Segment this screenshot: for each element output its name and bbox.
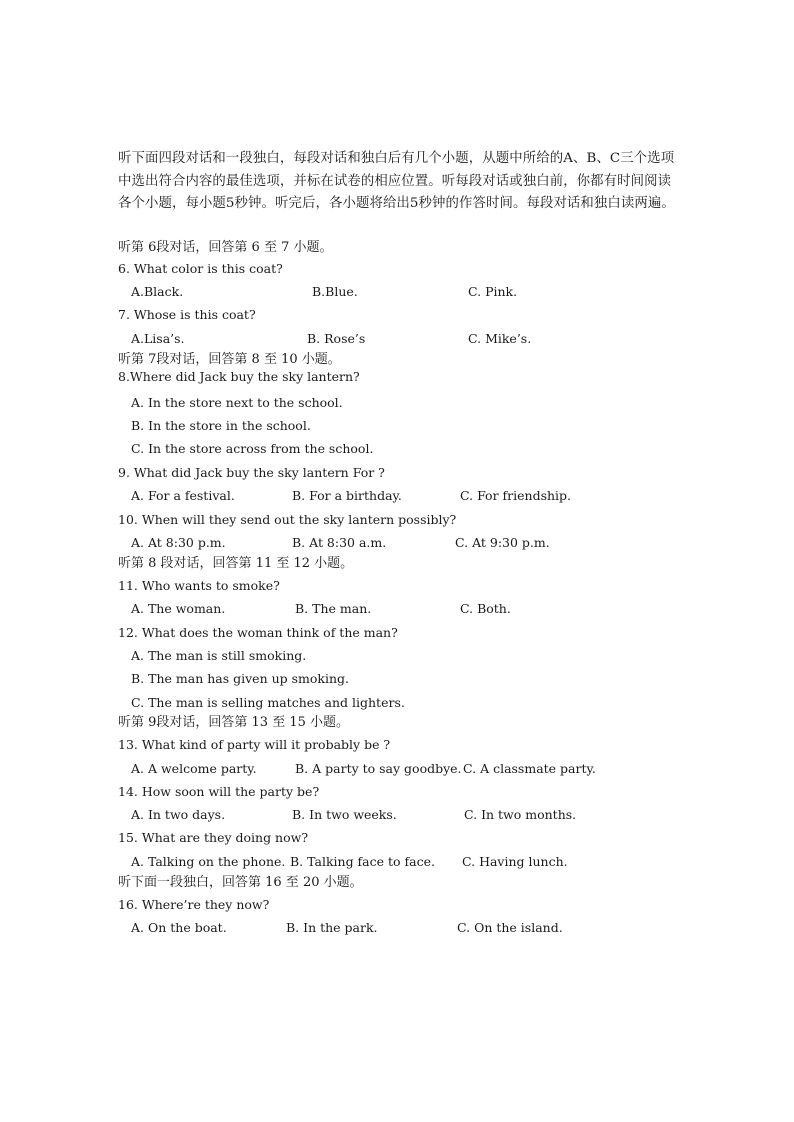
question-11: 11. Who wants to smoke? (118, 578, 280, 593)
question-8: 8.Where did Jack buy the sky lantern? (118, 369, 360, 384)
question-12-option-a: A. The man is still smoking. (131, 648, 307, 663)
question-12-option-b: B. The man has given up smoking. (131, 671, 350, 686)
question-16: 16. Where’re they now? (118, 897, 270, 912)
section-heading-dialogue-8: 听第 8 段对话，回答第 11 至 12 小题。 (118, 556, 354, 571)
question-12-option-c: C. The man is selling matches and lighters. (131, 695, 405, 710)
question-12: 12. What does the woman think of the man? (118, 625, 398, 640)
question-9: 9. What did Jack buy the sky lantern For ? (118, 465, 385, 480)
question-6-option-b: B.Blue. (312, 284, 358, 299)
section-heading-dialogue-6: 听第 6段对话，回答第 6 至 7 小题。 (118, 240, 333, 255)
question-7-option-b: B. Rose’s (307, 331, 366, 346)
question-9-option-c: C. For friendship. (460, 488, 572, 503)
question-7-option-c: C. Mike’s. (468, 331, 532, 346)
question-16-option-b: B. In the park. (286, 920, 378, 935)
question-14: 14. How soon will the party be? (118, 784, 320, 799)
question-15-option-b: B. Talking face to face. (290, 854, 435, 869)
question-7: 7. Whose is this coat? (118, 307, 256, 322)
question-13: 13. What kind of party will it probably be ? (118, 737, 391, 752)
question-8-option-a: A. In the store next to the school. (131, 395, 343, 410)
question-13-option-b: B. A party to say goodbye. (295, 761, 462, 776)
question-10-option-c: C. At 9:30 p.m. (455, 535, 550, 550)
question-10-option-b: B. At 8:30 a.m. (292, 535, 387, 550)
question-14-option-b: B. In two weeks. (292, 807, 397, 822)
question-8-option-c: C. In the store across from the school. (131, 441, 374, 456)
question-10: 10. When will they send out the sky lantern possibly? (118, 512, 457, 527)
question-14-option-c: C. In two months. (464, 807, 577, 822)
question-11-option-c: C. Both. (460, 601, 511, 616)
question-9-option-b: B. For a birthday. (292, 488, 402, 503)
question-13-option-c: C. A classmate party. (463, 761, 596, 776)
section-heading-monologue: 听下面一段独白，回答第 16 至 20 小题。 (118, 875, 363, 890)
section-heading-dialogue-7: 听第 7段对话，回答第 8 至 10 小题。 (118, 352, 341, 367)
question-13-option-a: A. A welcome party. (131, 761, 257, 776)
question-9-option-a: A. For a festival. (131, 488, 235, 503)
question-6-option-a: A.Black. (131, 284, 184, 299)
question-15-option-c: C. Having lunch. (462, 854, 568, 869)
question-15-option-a: A. Talking on the phone. (131, 854, 286, 869)
question-16-option-a: A. On the boat. (131, 920, 227, 935)
section-heading-dialogue-9: 听第 9段对话，回答第 13 至 15 小题。 (118, 715, 350, 730)
question-6: 6. What color is this coat? (118, 261, 283, 276)
question-6-option-c: C. Pink. (468, 284, 518, 299)
question-16-option-c: C. On the island. (457, 920, 563, 935)
question-10-option-a: A. At 8:30 p.m. (131, 535, 226, 550)
listening-instructions: 听下面四段对话和一段独白，每段对话和独白后有几个小题，从题中所给的A、B、C三个选项中选出符合内容的最佳选项，并标在试卷的相应位置。听每段对话或独白前，你都有时间阅读各个小题，每小题5秒钟。听完后，各小题将给出5秒钟的作答时间。每段对话和独白读两遍。 (118, 151, 675, 211)
question-11-option-a: A. The woman. (131, 601, 226, 616)
question-11-option-b: B. The man. (295, 601, 372, 616)
question-8-option-b: B. In the store in the school. (131, 418, 311, 433)
question-15: 15. What are they doing now? (118, 830, 309, 845)
question-14-option-a: A. In two days. (131, 807, 226, 822)
question-7-option-a: A.Lisa’s. (131, 331, 185, 346)
